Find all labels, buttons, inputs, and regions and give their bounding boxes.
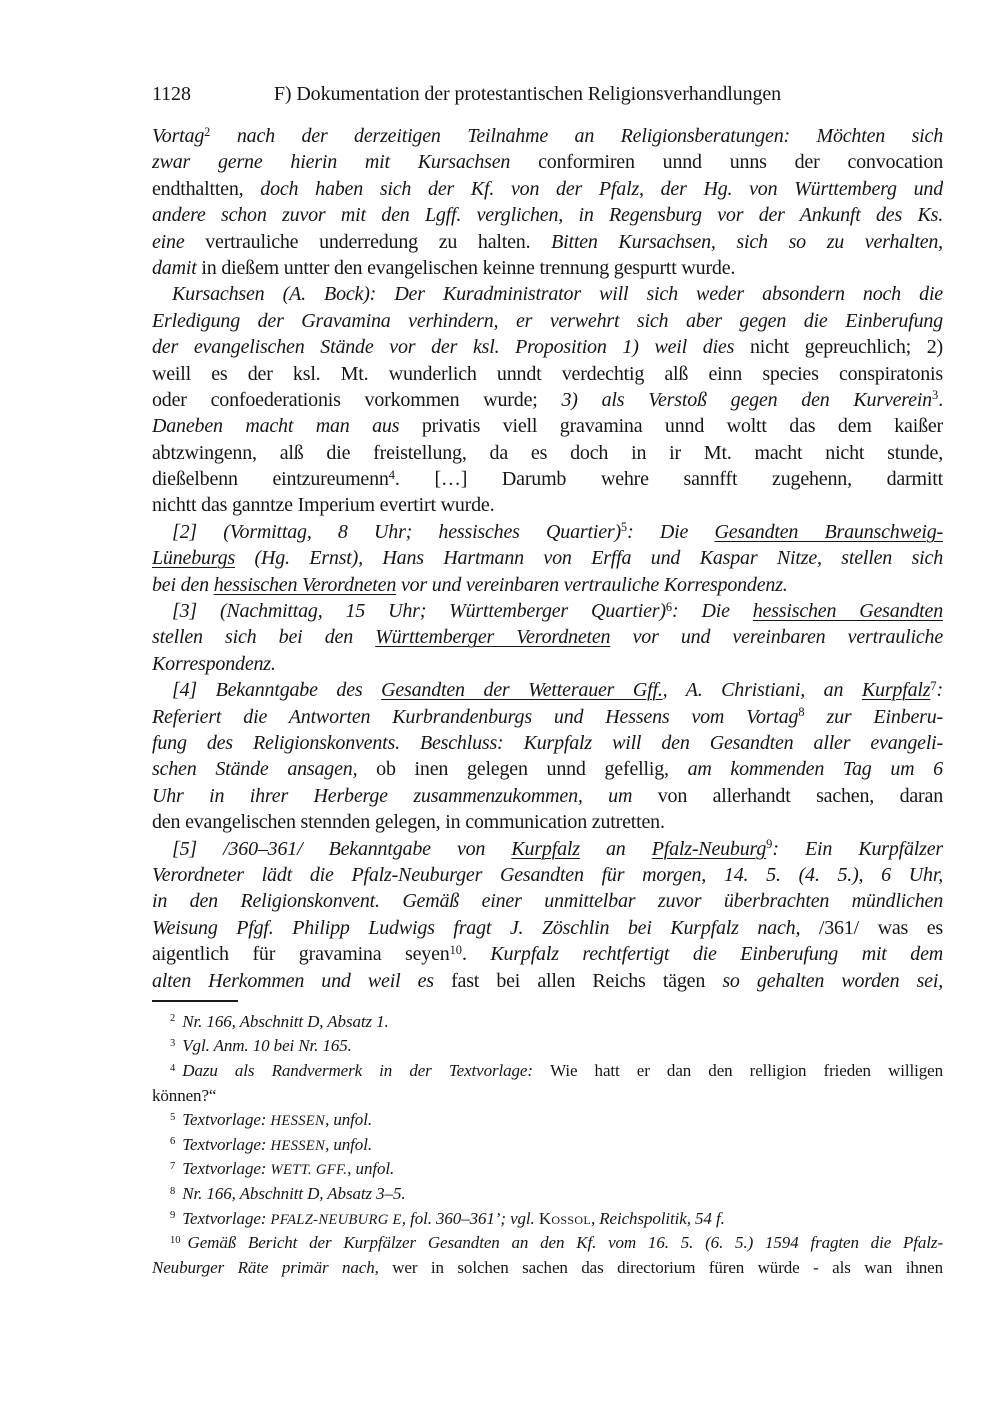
text-run: stellen sich bei den: [152, 626, 376, 649]
footnote-number: 3: [170, 1038, 176, 1050]
text-line: [152, 624, 943, 650]
text-run: am kommenden Tag um 6: [687, 758, 943, 781]
text-line: [152, 281, 943, 307]
footnote-reference-superscript: 3: [931, 388, 939, 403]
text-line: [152, 176, 943, 202]
text-line: [152, 492, 943, 518]
text-run: , unfol.: [347, 1159, 395, 1179]
text-run: , unfol.: [325, 1110, 372, 1130]
text-line: [152, 598, 943, 624]
text-run: Textvorlage:: [182, 1110, 271, 1130]
text-run: Uhr in ihrer Herberge zusammenzukommen, um: [152, 784, 658, 807]
text-line: [152, 1231, 943, 1256]
text-run: Dazu als Randvermerk in der Textvorlage:: [182, 1061, 551, 1081]
text-run: an: [579, 837, 652, 860]
text-run: /361/ was es: [818, 916, 943, 939]
text-line: [152, 783, 943, 809]
text-run: [4] Bekanntgabe des: [172, 679, 382, 702]
text-run: Textvorlage:: [182, 1159, 271, 1179]
text-run: den evangelischen stennden gelegen, in communication zutretten.: [152, 811, 665, 834]
text-line: [152, 440, 943, 466]
text-run: Daneben macht man aus: [152, 415, 422, 438]
text-line: [152, 1207, 943, 1232]
text-line: [152, 413, 943, 439]
text-run: abtzwingenn, alß die freistellung, da es doch in ir Mt. macht nicht stunde,: [152, 441, 943, 464]
text-run: können?“: [152, 1085, 217, 1105]
text-line: [152, 229, 943, 255]
footnote-reference-superscript: 8: [798, 705, 805, 720]
text-line: [152, 941, 943, 967]
text-run: Erledigung der Gravamina verhindern, er verwehrt sich aber gegen die Einberufung: [152, 309, 943, 332]
text-run: Verordneter lädt die Pfalz-Neuburger Gesandten für morgen, 14. 5. (4. 5.), 6 Uhr,: [152, 863, 943, 886]
text-run: Referiert die Antworten Kurbrandenburgs und Hessens vom Vortag: [152, 705, 799, 728]
footnote-reference-superscript: 9: [766, 837, 773, 852]
text-run: Nr. 166, Abschnitt D, Absatz 3–5.: [182, 1184, 406, 1204]
body-text: [152, 123, 943, 994]
text-line: [152, 1182, 943, 1207]
text-line: [152, 387, 943, 413]
text-line: [152, 519, 943, 545]
text-line: [152, 677, 943, 703]
text-line: [152, 572, 943, 598]
text-run: Textvorlage:: [182, 1134, 271, 1154]
text-line: [152, 466, 943, 492]
text-run: HESSEN: [270, 1113, 326, 1130]
paragraph: [152, 598, 943, 677]
footnote-number: 4: [170, 1062, 176, 1074]
text-run: Gemäß Bericht der Kurpfälzer Gesandten an den Kf. vom 16. 5. (6. 5.) 1594 fragten die Pfalz-: [187, 1233, 943, 1253]
text-run: HESSEN: [270, 1137, 326, 1154]
text-run: bei den: [152, 573, 214, 596]
text-line: [152, 704, 943, 730]
footnote: [152, 1231, 943, 1280]
footnote-separator: [152, 1000, 238, 1002]
text-run: hessischen Gesandten: [752, 600, 943, 623]
text-run: conformiren unnd unns der convocation: [538, 151, 943, 174]
text-run: oder confoederationis vorkommen wurde;: [152, 388, 562, 411]
text-run: .: [938, 388, 943, 411]
text-line: [152, 545, 943, 571]
text-line: [152, 1157, 943, 1182]
text-line: [152, 756, 943, 782]
paragraph: [152, 677, 943, 835]
text-run: privatis viell gravamina unnd woltt das dem kaißer: [421, 415, 943, 438]
text-run: wer in solchen sachen das directorium füren würde - als wan ihnen: [392, 1257, 943, 1277]
text-run: WETT. GFF.: [270, 1162, 348, 1179]
page-header: [152, 81, 943, 107]
text-run: fung des Religionskonvents. Beschluss: Kurpfalz will den Gesandten aller evangeli-: [152, 731, 943, 754]
footnote: [152, 1157, 943, 1182]
text-line: [152, 308, 943, 334]
text-line: [152, 915, 943, 941]
text-run: : Die: [627, 520, 715, 543]
footnote-number: 7: [170, 1160, 176, 1172]
text-run: Bitten Kursachsen, sich so zu verhalten,: [551, 230, 943, 253]
text-run: der evangelischen Stände vor der ksl. Proposition 1) weil dies: [152, 336, 750, 359]
footnote: [152, 1182, 943, 1207]
text-run: :: [936, 679, 943, 702]
text-line: [152, 1034, 943, 1059]
running-head: F) Dokumentation der protestantischen Religionsverhandlungen: [273, 83, 782, 105]
footnote-reference-superscript: 10: [449, 942, 462, 957]
footnote-number: 10: [170, 1234, 181, 1246]
footnote-reference-superscript: 7: [930, 678, 937, 693]
text-run: Pfalz-Neuburg: [651, 837, 767, 860]
text-run: vertrauliche underredung zu halten.: [205, 230, 552, 253]
text-run: zur Einberu-: [804, 705, 943, 728]
text-run: [5] /360–361/ Bekanntgabe von: [172, 837, 512, 860]
paragraph: [152, 123, 943, 281]
footnote: [152, 1108, 943, 1133]
text-line: [152, 255, 943, 281]
footnote-reference-superscript: 6: [665, 599, 673, 614]
text-line: [152, 1133, 943, 1158]
text-run: hessischen Verordneten: [213, 573, 397, 596]
page-number: 1128: [152, 83, 191, 105]
text-run: Lüneburgs: [152, 547, 236, 570]
text-run: von allerhandt sachen, daran: [657, 784, 943, 807]
text-run: ob inen gelegen unnd gefellig,: [376, 758, 688, 781]
footnote: [152, 1034, 943, 1059]
text-run: doch haben sich der Kf. von der Pfalz, der Hg. von Württemberg und: [260, 177, 943, 200]
text-run: .: [461, 943, 491, 966]
text-line: [152, 202, 943, 228]
footnote: [152, 1059, 943, 1108]
text-run: Kursachsen (A. Bock): Der Kuradministrator will sich weder absondern noch die: [172, 283, 943, 306]
text-run: Gesandten der Wetterauer Gff.: [381, 679, 663, 702]
text-run: Korrespondenz.: [152, 652, 276, 675]
text-run: , unfol.: [325, 1134, 372, 1154]
text-run: schen Stände ansagen,: [152, 758, 377, 781]
text-line: [152, 149, 943, 175]
text-run: : Ein Kurpfälzer: [772, 837, 943, 860]
text-run: Gesandten Braunschweig-: [714, 520, 943, 543]
text-run: 3) als Verstoß gegen den Kurverein: [561, 388, 932, 411]
text-line: [152, 1108, 943, 1133]
paragraph: [152, 519, 943, 598]
footnote: [152, 1010, 943, 1035]
text-line: [152, 862, 943, 888]
footnote-number: 6: [170, 1136, 176, 1148]
footnotes: [152, 1010, 943, 1281]
text-run: in den Religionskonvent. Gemäß einer unmittelbar zuvor überbrachten mündlichen: [152, 890, 943, 913]
text-line: [152, 1059, 943, 1084]
text-run: nach der derzeitigen Teilnahme an Religionsberatungen: Möchten sich: [210, 125, 943, 147]
footnote-number: 8: [170, 1185, 176, 1197]
footnote: [152, 1207, 943, 1232]
text-run: : Die: [672, 600, 753, 623]
text-line: [152, 361, 943, 387]
text-line: [152, 968, 943, 994]
text-run: (Hg. Ernst), Hans Hartmann von Erffa und Kaspar Nitze, stellen sich: [235, 547, 943, 570]
text-run: nichtt das ganntze Imperium evertirt wurde.: [152, 494, 495, 517]
text-run: Kurpfalz rechtfertigt die Einberufung mit dem: [490, 943, 943, 966]
text-line: [152, 836, 943, 862]
text-run: Neuburger Räte primär nach,: [152, 1257, 393, 1277]
text-line: [152, 809, 943, 835]
text-run: eine: [152, 230, 206, 253]
text-line: [152, 1256, 943, 1281]
footnote: [152, 1133, 943, 1158]
text-run: vor und vereinbaren vertrauliche: [610, 626, 943, 649]
text-run: Textvorlage:: [182, 1208, 271, 1228]
footnote-number: 5: [170, 1111, 176, 1123]
text-run: , fol. 360–361’; vgl.: [401, 1208, 539, 1228]
text-run: dießelbenn eintzureumenn: [152, 468, 389, 491]
text-line: [152, 123, 943, 149]
text-line: [152, 730, 943, 756]
text-run: Württemberger Verordneten: [375, 626, 611, 649]
text-run: alten Herkommen und weil es: [152, 969, 452, 992]
text-run: , A. Christiani, an: [662, 679, 862, 702]
paragraph: [152, 836, 943, 994]
paragraph: [152, 281, 943, 519]
text-run: Vortag: [152, 125, 205, 147]
footnote-reference-superscript: 2: [204, 124, 211, 139]
text-line: [152, 1084, 943, 1109]
text-column: [152, 81, 943, 1280]
footnote-reference-superscript: 5: [620, 520, 628, 535]
text-line: [152, 651, 943, 677]
footnote-reference-superscript: 4: [388, 467, 395, 482]
text-run: [3] (Nachmittag, 15 Uhr; Württemberger Quartier): [172, 600, 666, 623]
footnote-number: 2: [170, 1013, 176, 1025]
text-run: Wie hatt er dan den relligion frieden willigen: [550, 1061, 943, 1081]
text-run: nicht gepreuchlich; 2): [749, 336, 943, 359]
text-line: [152, 1010, 943, 1035]
text-line: [152, 888, 943, 914]
footnote-number: 9: [170, 1210, 176, 1222]
text-run: zwar gerne hierin mit Kursachsen: [152, 151, 539, 174]
text-run: Vgl. Anm. 10 bei Nr. 165.: [182, 1036, 352, 1056]
text-run: vor und vereinbaren vertrauliche Korrespondenz.: [396, 573, 788, 596]
text-run: Weisung Pfgf. Philipp Ludwigs fragt J. Zöschlin bei Kurpfalz nach,: [152, 916, 819, 939]
text-run: andere schon zuvor mit den Lgff. verglichen, in Regensburg vor der Ankunft des Ks.: [152, 204, 943, 227]
text-run: Kurpfalz: [511, 837, 580, 860]
text-line: [152, 334, 943, 360]
text-run: so gehalten worden sei,: [722, 969, 943, 992]
text-run: Kossol: [538, 1208, 591, 1228]
text-run: aigentlich für gravamina seyen: [152, 943, 450, 966]
text-run: in dießem untter den evangelischen keinne trennung gespurtt wurde.: [201, 256, 736, 279]
text-run: [2] (Vormittag, 8 Uhr; hessisches Quartier): [172, 520, 621, 543]
text-run: fast bei allen Reichs tägen: [451, 969, 723, 992]
text-run: . […] Darumb wehre sannfft zugehenn, darmitt: [394, 468, 943, 491]
text-run: , Reichspolitik, 54 f.: [590, 1208, 725, 1228]
text-run: Kurpfalz: [861, 679, 931, 702]
text-run: damit: [152, 256, 202, 279]
text-run: Nr. 166, Abschnitt D, Absatz 1.: [182, 1011, 389, 1031]
text-run: PFALZ-NEUBURG E: [270, 1211, 402, 1228]
text-run: endthaltten,: [152, 177, 261, 200]
text-run: weill es der ksl. Mt. wunderlich unndt verdechtig alß einn species conspiratonis: [152, 362, 943, 385]
